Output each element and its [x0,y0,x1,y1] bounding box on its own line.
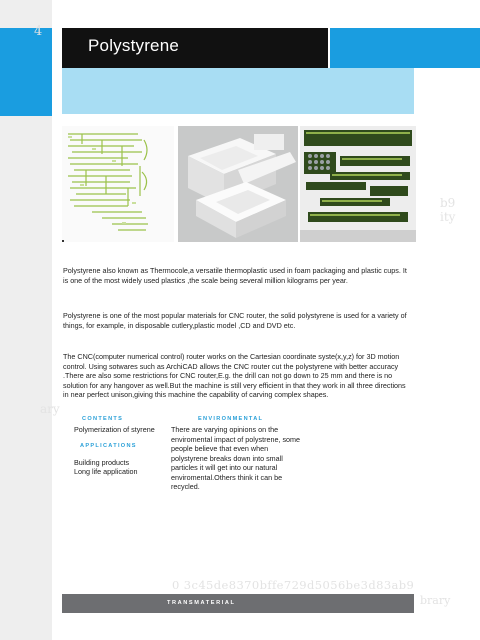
foam-packaging-image [178,126,298,242]
page-title: Polystyrene [88,36,180,55]
watermark-code: 0 3c45de8370bffe729d5056be3d83ab9 [172,578,415,592]
environmental-text: There are varying opinions on the enviromental impact of polystrene, some people believe that even when polystyrene breaks down into small particles it will get into our natural enviromental.Others think it can be recycled. [171,425,301,491]
watermark-bottom-right: brary [420,594,451,607]
applications-heading: APPLICATIONS [80,443,137,449]
paragraph-intro: Polystyrene also known as Thermocole,a versatile thermoplastic used in foam packaging and plastic cups. It is one of the most widely used plastics ,the scale being several million kilograms per year. [63,266,407,285]
contents-item: Polymerization of styrene [74,425,155,434]
footer-bar [62,594,414,613]
applications-item-1: Building products [74,458,130,467]
bullet-dot [62,240,64,242]
right-accent-block [330,28,480,68]
title-subband [62,68,414,114]
paragraph-cnc-router: The CNC(computer numerical control) router works on the Cartesian coordinate syste(x,y,z) for 3D motion control. Using sotwares such as ArchiCAD allows the CNC router cut the polystyrene with better accuracy .There are also some restrictions for CNC router,E.g. the drill can not go down to 25 mm and there is no solution for any hangover as well.But the machine is still very efficient in that they work in all three directions in near perfect unison,giving this machine the capability of carving complex shapes. [63,352,406,399]
environmental-heading: ENVIRONMENTAL [198,416,264,422]
contents-heading: CONTENTS [82,416,124,422]
cnc-pattern-image [62,126,174,242]
watermark-right-2: ity [440,210,456,224]
paragraph-cnc-materials: Polystyrene is one of the most popular materials for CNC router, the solid polystyrene is used for a variety of things, for example, in disposable cutlery,plastic model ,CD and DVD etc. [63,311,407,330]
footer-label: TRANSMATERIAL [167,600,236,606]
title-bar [62,28,328,68]
left-accent-block [0,28,52,116]
watermark-top-left: 4 [34,24,43,39]
watermark-left: ary [40,402,60,416]
applications-item-2: Long life application [74,467,138,476]
watermark-right-1: b9 [440,196,456,210]
cnc-cut-pieces-image [300,126,416,242]
